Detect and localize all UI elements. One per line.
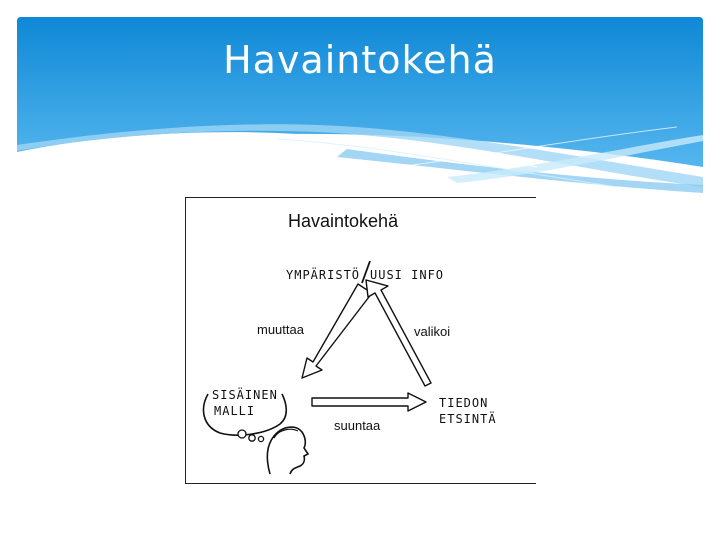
figure-title: Havaintokehä [288,211,399,231]
thought-dot-1 [238,430,246,438]
thought-dot-2 [249,435,255,441]
arrow-changes [302,284,372,378]
node-internal-model-line1: SISÄINEN [212,388,278,402]
node-search-line2: ETSINTÄ [439,412,497,426]
node-new-info: UUSI INFO [370,268,445,282]
head-profile [267,427,308,474]
node-environment: YMPÄRISTÖ [286,268,361,282]
head-hair [274,429,298,438]
arrow-directs [312,393,426,411]
thought-dot-3 [258,436,263,441]
slide-title: Havaintokehä [223,38,497,82]
edge-label-directs: suuntaa [334,418,381,433]
cycle-diagram [186,198,537,485]
node-search-line1: TIEDON [439,396,489,410]
node-internal-model-line2: MALLI [214,404,256,418]
edge-label-changes: muuttaa [257,322,304,337]
edge-label-selects: valikoi [414,324,451,339]
perception-cycle-figure [185,197,536,484]
